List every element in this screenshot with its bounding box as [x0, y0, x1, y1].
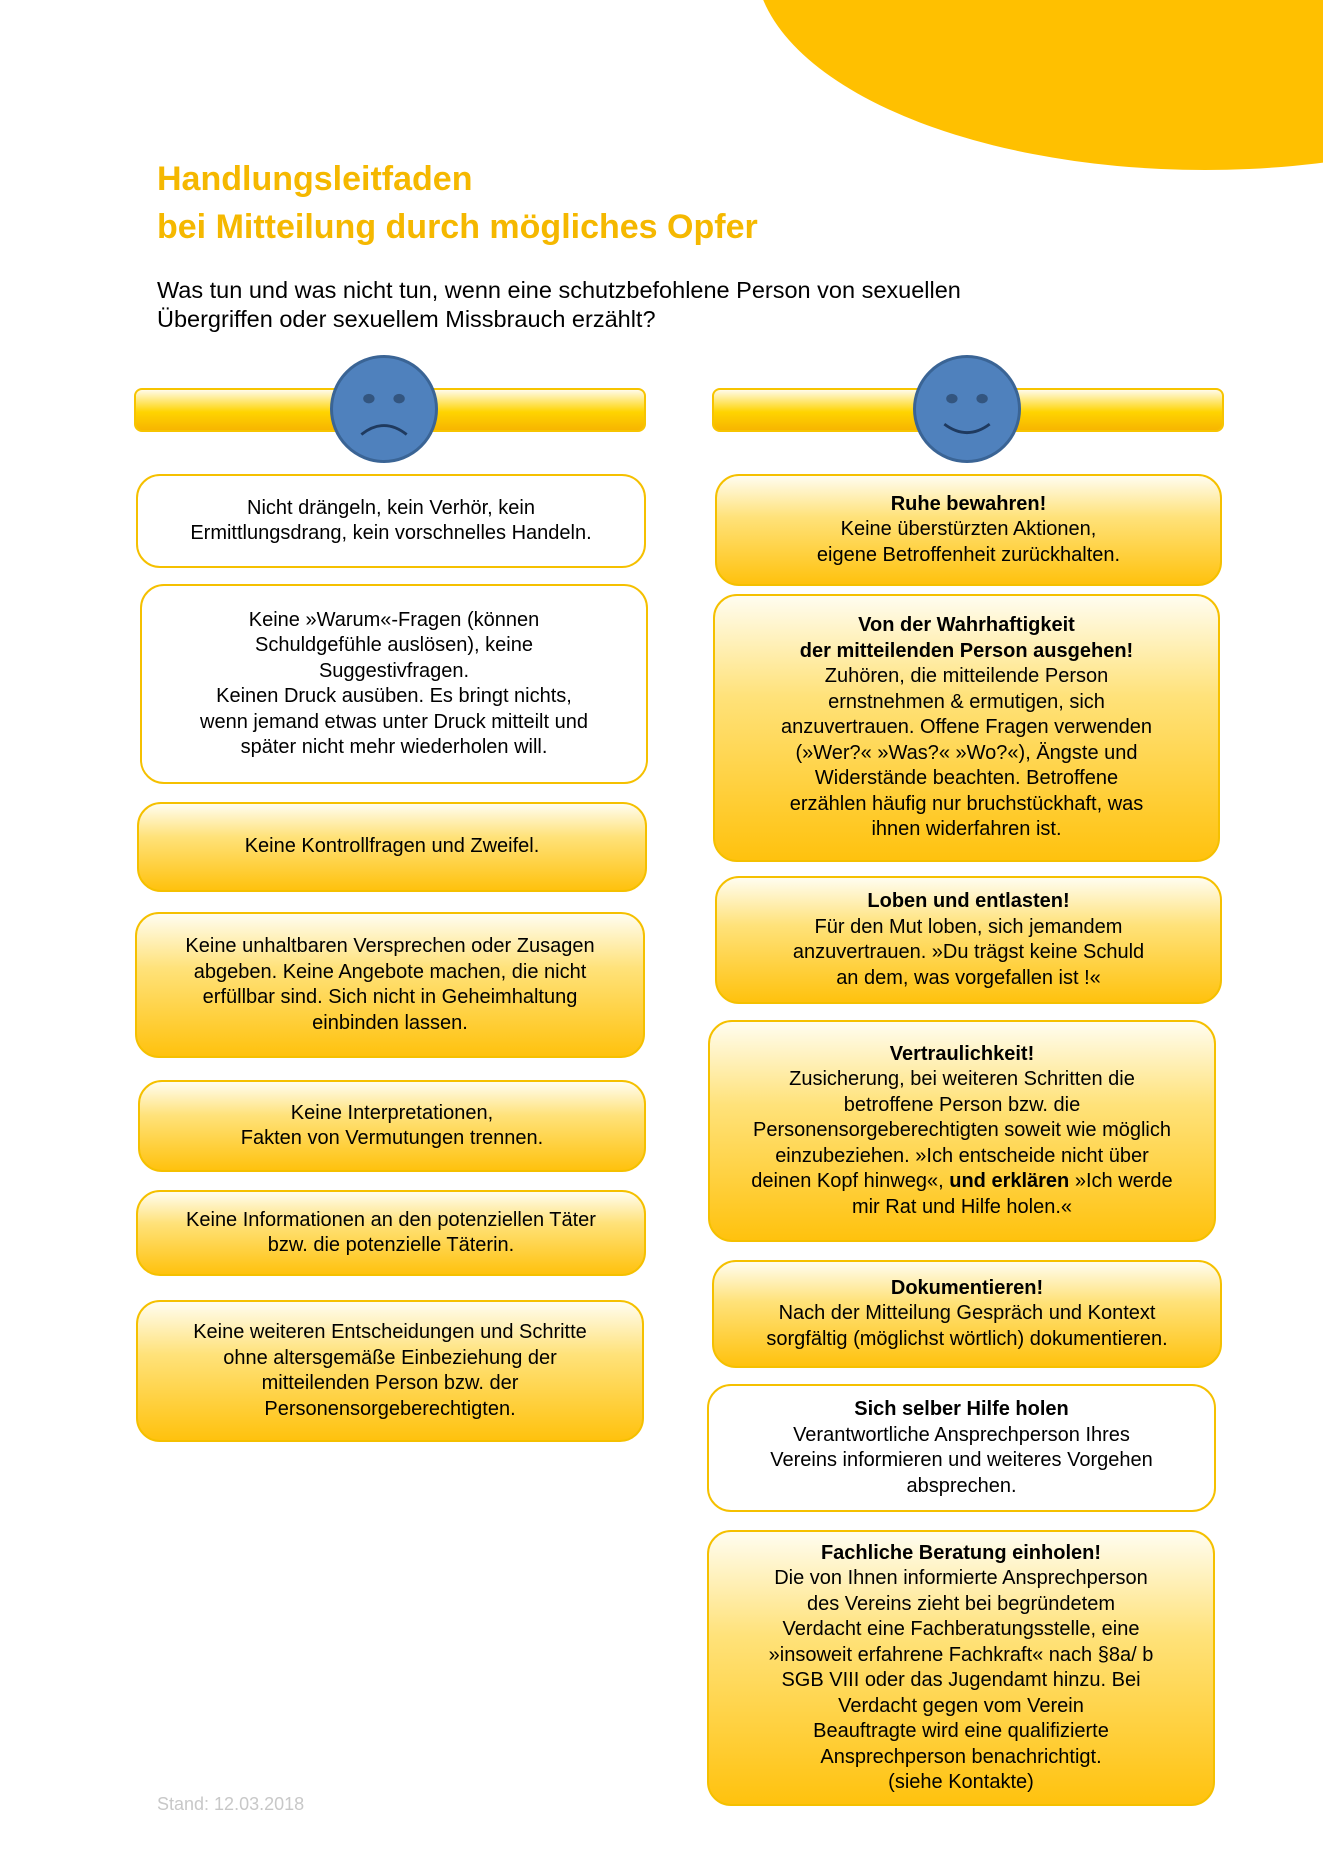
dont-item-2: Keine »Warum«-Fragen (können Schuldgefühle auslösen), keine Suggestivfragen. Keinen Druck ausüben. Es bringt nichts, wenn jemand etwas unter Druck mitteilt und später nicht mehr wiederholen will. — [140, 584, 648, 784]
do-item-5-text: Nach der Mitteilung Gespräch und Kontext sorgfältig (möglichst wörtlich) dokumentieren. — [766, 1302, 1168, 1350]
do-item-4-bold: und erklären — [949, 1170, 1070, 1193]
dont-item-3: Keine Kontrollfragen und Zweifel. — [137, 802, 647, 892]
dont-item-1: Nicht drängeln, kein Verhör, kein Ermittlungsdrang, kein vorschnelles Handeln. — [136, 474, 646, 568]
footer-date: Stand: 12.03.2018 — [157, 1794, 305, 1814]
do-item-4-text-2: »Ich werde mir Rat und Hilfe holen.« — [851, 1170, 1173, 1218]
do-item-4-text: Zusicherung, bei weiteren Schritten die betroffene Person bzw. die Personensorgeberechtigten soweit wie möglich einzubeziehen. »Ich entscheide nicht über deinen Kopf hinweg«, — [751, 1068, 1171, 1193]
do-item-4-heading: Vertraulichkeit! — [889, 1042, 1035, 1065]
intro-text — [157, 276, 1057, 334]
do-item-2 — [713, 594, 1220, 862]
do-item-3 — [715, 876, 1222, 1004]
title-line-2: bei Mitteilung durch mögliches Opfer — [157, 208, 758, 246]
do-item-7-heading: Fachliche Beratung einholen! — [820, 1541, 1102, 1564]
sad-face-icon — [330, 355, 438, 463]
do-item-6 — [707, 1384, 1216, 1512]
title-line-1: Handlungsleitfaden — [157, 160, 473, 198]
do-item-4 — [708, 1020, 1216, 1242]
do-item-3-heading: Loben und entlasten! — [867, 890, 1070, 912]
happy-face-icon — [913, 355, 1021, 463]
do-item-5 — [712, 1260, 1222, 1368]
page-title — [157, 155, 758, 251]
dont-item-5: Keine Interpretationen, Fakten von Vermutungen trennen. — [138, 1080, 646, 1172]
do-item-6-heading: Sich selber Hilfe holen — [854, 1398, 1069, 1420]
intro-line-2: Übergriffen oder sexuellem Missbrauch erzählt? — [157, 306, 656, 332]
do-item-1 — [715, 474, 1222, 586]
do-item-1-heading: Ruhe bewahren! — [890, 492, 1047, 515]
do-item-7 — [707, 1530, 1215, 1806]
intro-line-1: Was tun und was nicht tun, wenn eine schutzbefohlene Person von sexuellen — [157, 277, 961, 303]
dont-item-4: Keine unhaltbaren Versprechen oder Zusagen abgeben. Keine Angebote machen, die nicht erfüllbar sind. Sich nicht in Geheimhaltung einbinden lassen. — [135, 912, 645, 1058]
do-item-2-text: Zuhören, die mitteilende Person ernstnehmen & ermutigen, sich anzuvertrauen. Offene Fragen verwenden (»Wer?« »Was?« »Wo?«), Ängste und Widerstände beachten. Betroffene erzählen häufig nur bruchstückhaft, was ihnen widerfahren ist. — [781, 665, 1152, 841]
dont-item-7: Keine weiteren Entscheidungen und Schritte ohne altersgemäße Einbeziehung der mitteilenden Person bzw. der Personensorgeberechtigten. — [136, 1300, 644, 1442]
do-item-6-text: Verantwortliche Ansprechperson Ihres Vereins informieren und weiteres Vorgehen absprechen. — [770, 1423, 1153, 1497]
do-item-2-heading: Von der Wahrhaftigkeit der mitteilenden Person ausgehen! — [799, 614, 1134, 662]
do-item-1-text: Keine überstürzten Aktionen, eigene Betroffenheit zurückhalten. — [816, 518, 1121, 566]
do-item-3-text: Für den Mut loben, sich jemandem anzuvertrauen. »Du trägst keine Schuld an dem, was vorgefallen ist !« — [792, 915, 1145, 989]
decorative-corner-shape — [755, 0, 1323, 170]
do-item-5-heading: Dokumentieren! — [890, 1276, 1044, 1299]
do-item-7-text: Die von Ihnen informierte Ansprechperson des Vereins zieht bei begründetem Verdacht eine Fachberatungsstelle, eine »insoweit erfahrene Fachkraft« nach §8a/ b SGB VIII oder das Jugendamt hinzu. Bei Verdacht gegen vom Verein Beauftragte wird eine qualifizierte Ansprechperson benachrichtigt. (siehe Kontakte) — [768, 1567, 1154, 1793]
dont-item-6: Keine Informationen an den potenziellen Täter bzw. die potenzielle Täterin. — [136, 1190, 646, 1276]
